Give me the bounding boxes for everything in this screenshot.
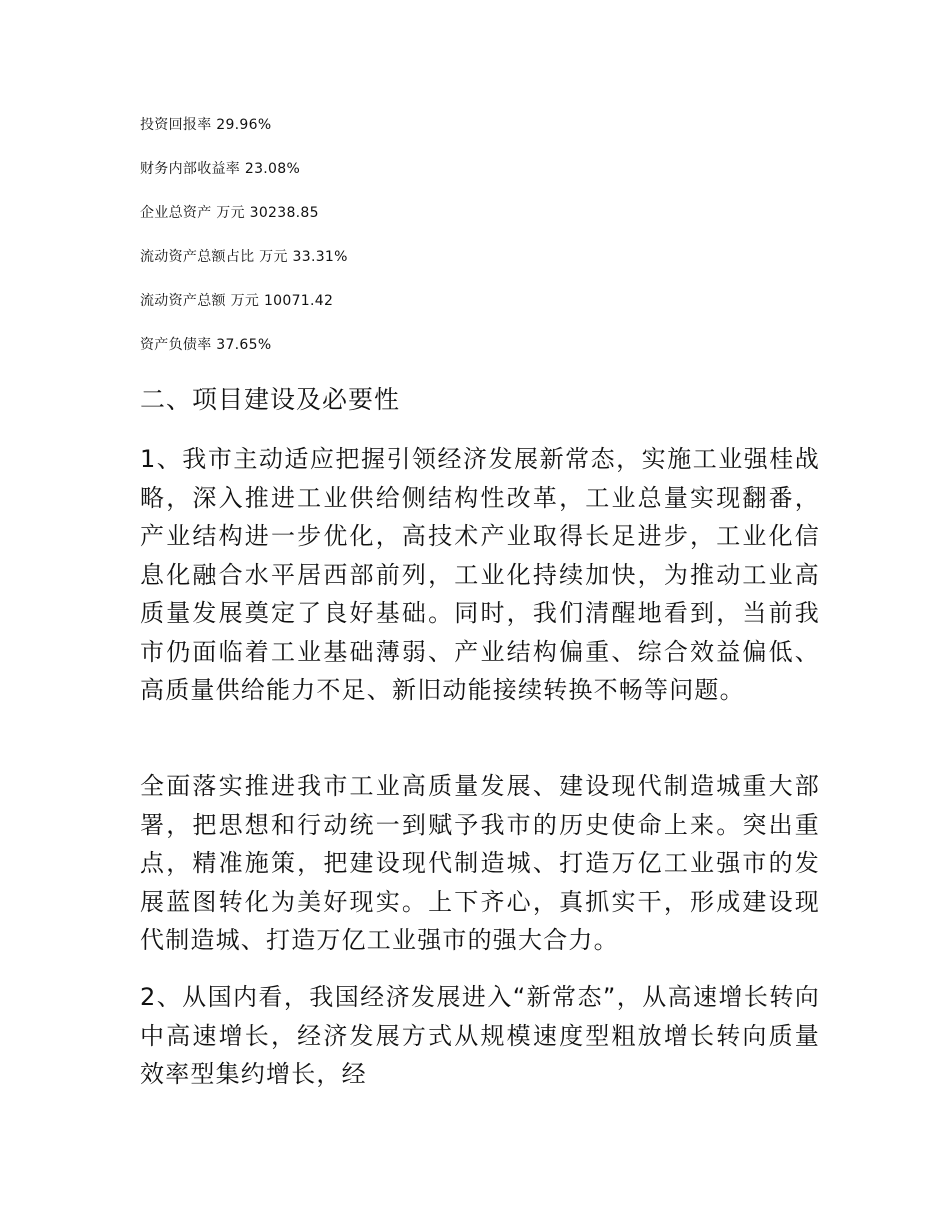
section-heading: 二、项目建设及必要性 [140, 385, 401, 414]
metric-row-debt-ratio [140, 335, 840, 355]
metric-row-investment-return [140, 115, 840, 135]
metric-value: 23.08% [244, 161, 301, 177]
metric-label: 投资回报率 [140, 117, 212, 133]
metric-value: 29.96% [216, 117, 272, 133]
metric-value: 10071.42 [263, 293, 334, 309]
metric-label: 流动资产总额占比 [140, 249, 255, 265]
metric-unit: 万元 [216, 205, 245, 221]
metrics-list [140, 115, 840, 379]
metric-row-current-assets-ratio [140, 247, 840, 267]
metric-unit: 万元 [259, 249, 288, 265]
body-paragraph: 1、我市主动适应把握引领经济发展新常态，实施工业强桂战略，深入推进工业供给侧结构性改革，工业总量实现翻番，产业结构进一步优化，高技术产业取得长足进步，工业化信息化融合水平居西部前列，工业化持续加快，为推动工业高质量发展奠定了良好基础。同时，我们清醒地看到，当前我市仍面临着工业基础薄弱、产业结构偏重、综合效益偏低、高质量供给能力不足、新旧动能接续转换不畅等问题。 [140, 445, 820, 704]
metric-row-total-assets [140, 203, 840, 223]
metric-row-current-assets-total [140, 291, 840, 311]
metric-label: 资产负债率 [140, 337, 212, 353]
metric-row-internal-return [140, 159, 840, 179]
metric-unit: 万元 [230, 293, 260, 309]
metric-value: 37.65% [216, 337, 272, 353]
metric-label: 企业总资产 [140, 205, 212, 221]
metric-value: 30238.85 [249, 205, 319, 221]
metric-label: 财务内部收益率 [140, 161, 241, 177]
body-paragraph: 全面落实推进我市工业高质量发展、建设现代制造城重大部署，把思想和行动统一到赋予我市的历史使命上来。突出重点，精准施策，把建设现代制造城、打造万亿工业强市的发展蓝图转化为美好现实。上下齐心，真抓实干，形成建设现代制造城、打造万亿工业强市的强大合力。 [140, 772, 820, 954]
metric-value: 33.31% [292, 249, 348, 265]
body-paragraph: 2、从国内看，我国经济发展进入“新常态”，从高速增长转向中高速增长，经济发展方式从规模速度型粗放增长转向质量效率型集约增长，经 [140, 983, 820, 1088]
metric-label: 流动资产总额 [140, 293, 226, 309]
